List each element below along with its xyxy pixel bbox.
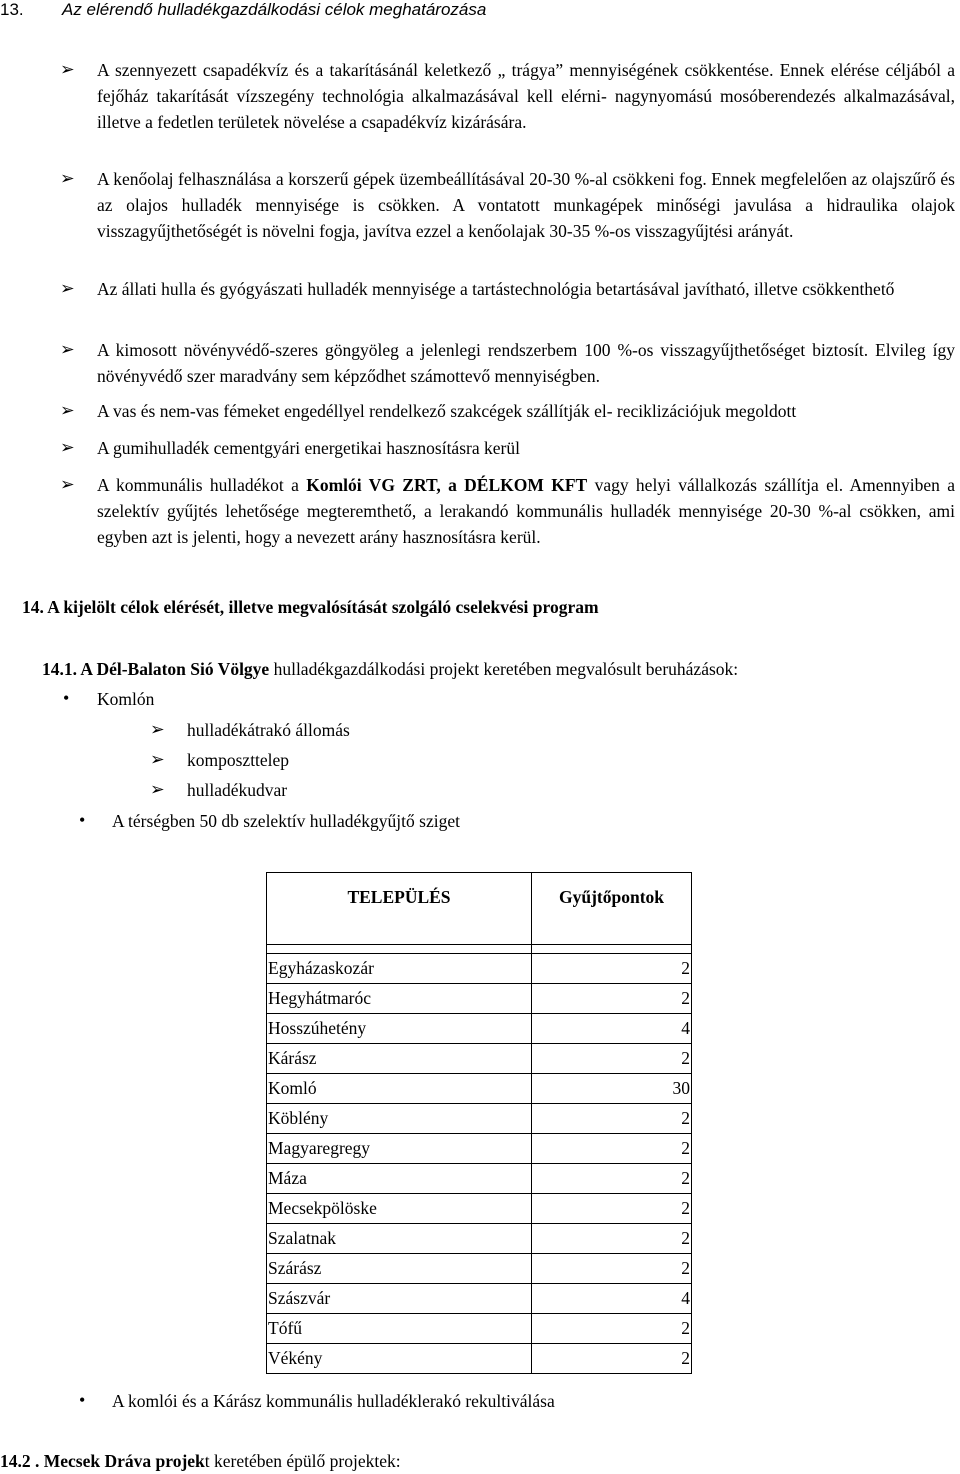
subsection-14-1-text: hulladékgazdálkodási projekt keretében megvalósult beruházások: [269, 659, 739, 679]
bullet-paragraph: A szennyezett csapadékvíz és a takarításánál keletkező „ trágya” mennyiségének csökkentése. Ennek elérése céljából a fejőház takarítását vízszegény technológia alkalmazásával kell elérni- nagynyomású mosóberendezés alkalmazásával, illetve a fedetlen területek növelése a csapadékvíz kizárására. [97, 60, 955, 132]
rekultivacio-label: A komlói és a Kárász kommunális hulladéklerakó rekultiválása [112, 1391, 555, 1411]
arrow-bullet-icon: ➢ [60, 278, 75, 298]
arrow-bullet-icon: ➢ [60, 400, 75, 420]
settlement-cell: Kárász [267, 1044, 532, 1074]
arrow-bullet-icon: ➢ [150, 719, 165, 739]
bullet-text-pre: A kommunális hulladékot a [97, 475, 307, 495]
settlement-cell: Máza [267, 1164, 532, 1194]
list-item: komposzttelep [187, 750, 290, 770]
table-row [267, 1314, 692, 1344]
bullet-paragraph: Az állati hulla és gyógyászati hulladék mennyisége a tartástechnológia betartásával javítható, illetve csökkenthető [97, 279, 895, 299]
table-row [267, 1344, 692, 1374]
table-row [267, 1044, 692, 1074]
bullet-paragraph: A vas és nem-vas fémeket engedéllyel rendelkező szakcégek szállítják el- reciklizációjuk megoldott [97, 401, 797, 421]
count-cell: 4 [532, 1284, 692, 1314]
arrow-bullet-icon: ➢ [60, 437, 75, 457]
subsection-14-2-bold: 14.2 . Mecsek Dráva projek [0, 1451, 205, 1471]
settlement-cell: Szászvár [267, 1284, 532, 1314]
tersegben-label: A térségben 50 db szelektív hulladékgyűjtő sziget [112, 811, 460, 831]
subsection-14-2-text: t keretében épülő projektek: [204, 1451, 401, 1471]
settlement-cell: Vékény [267, 1344, 532, 1374]
settlement-cell: Hegyhátmaróc [267, 984, 532, 1014]
table-row [267, 1014, 692, 1044]
count-cell: 30 [532, 1074, 692, 1104]
dot-bullet-icon: • [79, 810, 86, 830]
arrow-bullet-icon: ➢ [60, 59, 75, 79]
bullet-paragraph: A kimosott növényvédő-szeres göngyöleg a jelenlegi rendszerbem 100 %-os visszagyűjthetőséget biztosít. Elvileg így növényvédő szer maradvány sem képződhet számottevő mennyiségben. [97, 340, 955, 386]
collection-points-table [266, 872, 692, 1374]
header-gyujtopontok: Gyűjtőpontok [532, 873, 692, 945]
bullet-text-post: vagy helyi vállalkozás szállítja el. Amennyiben a szelektív gyűjtés lehetősége megteremthető, a lerakandó kommunális hulladék mennyisége 20-30 %-al csökken, ami egyben azt is jelenti, hogy a nevezett arány hasznosításra kerül. [97, 475, 955, 547]
count-cell: 2 [532, 954, 692, 984]
list-item: hulladékudvar [187, 780, 288, 800]
arrow-bullet-icon: ➢ [60, 339, 75, 359]
header-telepules: TELEPÜLÉS [267, 873, 532, 945]
count-cell: 2 [532, 984, 692, 1014]
count-cell: 2 [532, 1314, 692, 1344]
subsection-14-1-bold: 14.1. A Dél-Balaton Sió Völgye [42, 659, 270, 679]
arrow-bullet-icon: ➢ [60, 474, 75, 494]
section-14-title: 14. A kijelölt célok elérését, illetve megvalósítását szolgáló cselekvési program [22, 597, 599, 617]
arrow-bullet-icon: ➢ [150, 749, 165, 769]
bullet-paragraph [97, 472, 955, 550]
table-row [267, 1224, 692, 1254]
settlement-cell: Tófű [267, 1314, 532, 1344]
count-cell: 2 [532, 1044, 692, 1074]
bullet-paragraph: A gumihulladék cementgyári energetikai hasznosításra kerül [97, 438, 520, 458]
table-row [267, 1074, 692, 1104]
table-row [267, 954, 692, 984]
table-row [267, 1254, 692, 1284]
section-number: 13. [0, 0, 24, 19]
count-cell: 4 [532, 1014, 692, 1044]
settlement-cell: Szárász [267, 1254, 532, 1284]
list-item: hulladékátrakó állomás [187, 720, 350, 740]
table-row [267, 1284, 692, 1314]
settlement-cell: Komló [267, 1074, 532, 1104]
dot-bullet-icon: • [63, 688, 70, 708]
count-cell: 2 [532, 1254, 692, 1284]
count-cell: 2 [532, 1194, 692, 1224]
count-cell: 2 [532, 1134, 692, 1164]
table-row [267, 1164, 692, 1194]
settlement-cell: Köblény [267, 1104, 532, 1134]
dot-bullet-icon: • [79, 1390, 86, 1410]
subsection-14-2 [0, 1448, 401, 1474]
count-cell: 2 [532, 1224, 692, 1254]
section-13-title [0, 0, 486, 20]
settlement-cell: Szalatnak [267, 1224, 532, 1254]
table-row [267, 1134, 692, 1164]
table-header-row [267, 873, 692, 945]
table-row [267, 1194, 692, 1224]
subsection-14-1 [42, 656, 738, 682]
settlement-cell: Egyházaskozár [267, 954, 532, 984]
arrow-bullet-icon: ➢ [60, 168, 75, 188]
settlement-cell: Magyaregregy [267, 1134, 532, 1164]
count-cell: 2 [532, 1164, 692, 1194]
komlon-label: Komlón [97, 689, 155, 709]
company-names: Komlói VG ZRT, a DÉLKOM KFT [306, 475, 588, 495]
count-cell: 2 [532, 1104, 692, 1134]
arrow-bullet-icon: ➢ [150, 779, 165, 799]
settlement-cell: Mecsekpölöske [267, 1194, 532, 1224]
table-row [267, 1104, 692, 1134]
table-spacer-row [267, 945, 692, 954]
settlement-cell: Hosszúhetény [267, 1014, 532, 1044]
count-cell: 2 [532, 1344, 692, 1374]
bullet-paragraph: A kenőolaj felhasználása a korszerű gépek üzembeállításával 20-30 %-al csökkeni fog. Ennek megfelelően az olajszűrő és az olajos hulladék mennyisége is csökken. A vontatott munkagépek minőségi javulása a hidraulika olajok visszagyűjthetőségét is növelni fogja, javítva ezzel a kenőolajak 30-35 %-os visszagyűjtési arányát. [97, 169, 955, 241]
table-row [267, 984, 692, 1014]
section-title-text: Az elérendő hulladékgazdálkodási célok meghatározása [62, 0, 487, 19]
